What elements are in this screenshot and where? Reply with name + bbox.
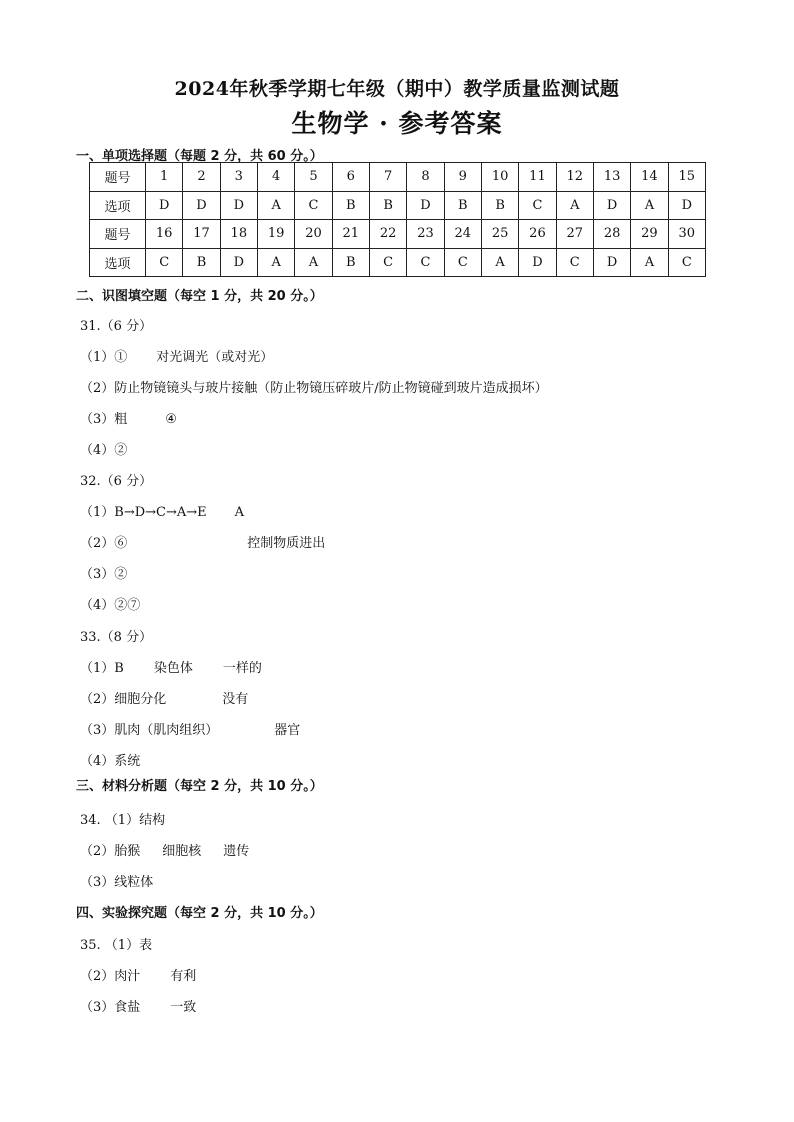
q32-head: 32.（6 分） [80, 474, 153, 489]
answer-text: 一致 [170, 1000, 197, 1015]
q31-head: 31.（6 分） [80, 319, 153, 334]
answer-cell: D [220, 248, 257, 277]
q35-answer-3 [80, 996, 196, 1015]
answer-text: 有利 [170, 969, 197, 984]
answer-text: （4）② [80, 443, 128, 458]
question-number-cell: 5 [295, 163, 332, 192]
question-number-cell: 13 [593, 163, 630, 192]
row-label-answer: 选项 [90, 191, 146, 220]
answer-text: （2）防止物镜镜头与玻片接触（防止物镜压碎玻片/防止物镜碰到玻片造成损坏） [80, 381, 548, 396]
question-number-cell: 23 [407, 220, 444, 249]
answer-cell: A [257, 248, 294, 277]
answer-text: （4）②⑦ [80, 598, 141, 613]
row-label-answer: 选项 [90, 248, 146, 277]
answer-cell: B [444, 191, 481, 220]
answer-text: 遗传 [223, 844, 250, 859]
answer-text: （2）胎猴 [80, 844, 141, 859]
answer-cell: D [407, 191, 444, 220]
answer-text: （2）肉汁 [80, 969, 141, 984]
answer-text: 34. （1）结构 [80, 813, 166, 828]
exam-subtitle: 生物学 · 参考答案 [291, 109, 503, 138]
answer-text: （2）细胞分化 [80, 692, 167, 707]
answer-cell: B [183, 248, 220, 277]
answer-text: 一样的 [222, 661, 262, 676]
answer-text: （3）粗 [80, 412, 128, 427]
question-number-cell: 14 [631, 163, 668, 192]
table-row-answers-b [90, 248, 706, 277]
answer-cell: A [295, 248, 332, 277]
q35-answer-2 [80, 965, 196, 984]
q33-answer-1 [80, 657, 262, 676]
question-number-cell: 20 [295, 220, 332, 249]
answer-cell: C [407, 248, 444, 277]
answer-text: 控制物质进出 [247, 536, 326, 551]
question-number-cell: 24 [444, 220, 481, 249]
answer-cell: B [332, 191, 369, 220]
answer-cell: B [481, 191, 518, 220]
question-number-cell: 6 [332, 163, 369, 192]
answer-cell: D [220, 191, 257, 220]
answer-cell: C [556, 248, 593, 277]
q33-answer-2 [80, 688, 248, 707]
answer-text: 器官 [274, 723, 301, 738]
answer-cell: D [519, 248, 556, 277]
question-number-cell: 3 [220, 163, 257, 192]
q32-answer-1 [80, 501, 244, 520]
answer-cell: D [146, 191, 183, 220]
q35-answer-1 [80, 934, 152, 953]
table-row-answers-a [90, 191, 706, 220]
question-number-cell: 4 [257, 163, 294, 192]
question-number-cell: 16 [146, 220, 183, 249]
q31-answer-4 [80, 439, 127, 458]
question-number-cell: 9 [444, 163, 481, 192]
question-number-cell: 21 [332, 220, 369, 249]
table-row-numbers-a [90, 163, 706, 192]
answer-cell: A [631, 248, 668, 277]
question-number-cell: 15 [668, 163, 705, 192]
question-number-cell: 27 [556, 220, 593, 249]
answer-text: 没有 [222, 692, 249, 707]
answer-text: （1）B [80, 661, 124, 676]
q33-answer-4 [80, 750, 140, 769]
answer-cell: C [369, 248, 406, 277]
q34-answer-1 [80, 809, 165, 828]
question-number-cell: 19 [257, 220, 294, 249]
answer-text: （1）B→D→C→A→E [80, 505, 207, 520]
section-2-heading: 二、识图填空题（每空 1 分，共 20 分。） [76, 289, 323, 304]
answer-text: 细胞核 [162, 844, 202, 859]
answer-cell: C [444, 248, 481, 277]
answer-cell: A [257, 191, 294, 220]
q34-answer-2 [80, 840, 249, 859]
answer-cell: C [146, 248, 183, 277]
answer-text: 染色体 [153, 661, 193, 676]
answer-cell: B [332, 248, 369, 277]
answer-cell: A [631, 191, 668, 220]
answer-text: 对光调光（或对光） [156, 350, 274, 365]
section-1-heading: 一、单项选择题（每题 2 分，共 60 分。） [76, 149, 323, 164]
question-number-cell: 1 [146, 163, 183, 192]
answer-cell: A [481, 248, 518, 277]
answer-cell: C [519, 191, 556, 220]
q31-answer-2 [80, 377, 548, 396]
section-4-heading: 四、实验探究题（每空 2 分，共 10 分。） [76, 906, 323, 921]
row-label-number: 题号 [90, 163, 146, 192]
q31-answer-1 [80, 346, 273, 365]
q32-answer-2 [80, 532, 325, 551]
question-number-cell: 29 [631, 220, 668, 249]
answer-cell: D [183, 191, 220, 220]
question-number-cell: 30 [668, 220, 705, 249]
q33-head: 33.（8 分） [80, 630, 153, 645]
answer-cell: D [593, 191, 630, 220]
answer-text: （1）① [80, 350, 128, 365]
answer-table [89, 162, 706, 277]
answer-cell: B [369, 191, 406, 220]
q34-answer-3 [80, 871, 153, 890]
question-number-cell: 12 [556, 163, 593, 192]
answer-text: （2）⑥ [80, 536, 128, 551]
question-number-cell: 22 [369, 220, 406, 249]
answer-cell: C [668, 248, 705, 277]
exam-title: 2024年秋季学期七年级（期中）教学质量监测试题 [174, 78, 620, 100]
question-number-cell: 26 [519, 220, 556, 249]
question-number-cell: 28 [593, 220, 630, 249]
q32-answer-3 [80, 563, 127, 582]
q33-answer-3 [80, 719, 300, 738]
q31-answer-3 [80, 408, 177, 427]
question-number-cell: 7 [369, 163, 406, 192]
answer-text: （4）系统 [80, 754, 141, 769]
question-number-cell: 11 [519, 163, 556, 192]
answer-text: 35. （1）表 [80, 938, 153, 953]
question-number-cell: 18 [220, 220, 257, 249]
question-number-cell: 10 [481, 163, 518, 192]
answer-text: A [234, 505, 245, 520]
section-3-heading: 三、材料分析题（每空 2 分，共 10 分。） [76, 779, 323, 794]
row-label-number: 题号 [90, 220, 146, 249]
question-number-cell: 8 [407, 163, 444, 192]
table-row-numbers-b [90, 220, 706, 249]
question-number-cell: 17 [183, 220, 220, 249]
answer-cell: D [593, 248, 630, 277]
q32-answer-4 [80, 594, 140, 613]
answer-cell: A [556, 191, 593, 220]
answer-text: （3）肌肉（肌肉组织） [80, 723, 219, 738]
answer-cell: C [295, 191, 332, 220]
question-number-cell: 25 [481, 220, 518, 249]
answer-cell: D [668, 191, 705, 220]
answer-text: （3）② [80, 567, 128, 582]
answer-text: （3）食盐 [80, 1000, 141, 1015]
question-number-cell: 2 [183, 163, 220, 192]
answer-text: （3）线粒体 [80, 875, 154, 890]
answer-text: ④ [165, 412, 177, 427]
